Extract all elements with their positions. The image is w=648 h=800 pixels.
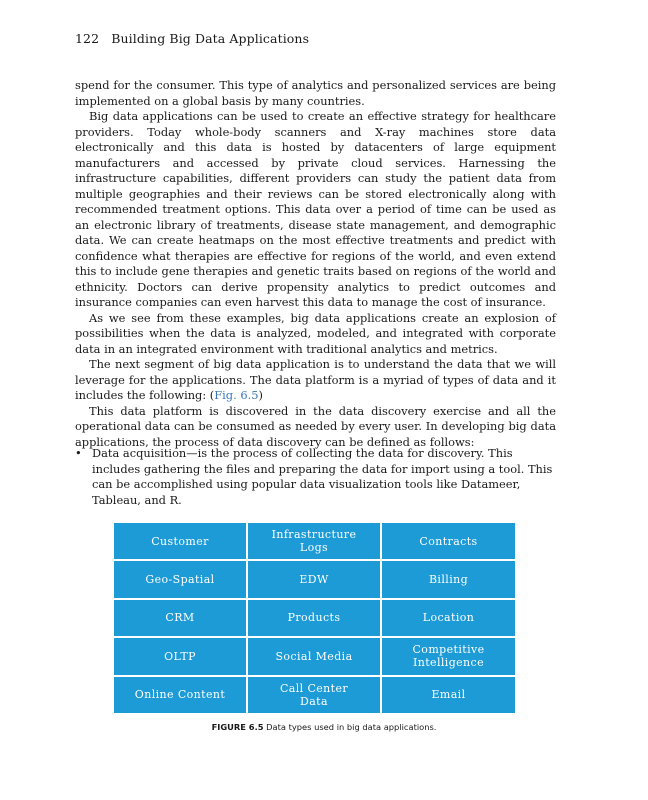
data-type-cell: Billing <box>381 560 516 598</box>
data-type-cell: Online Content <box>113 676 247 714</box>
data-type-cell: Geo-Spatial <box>113 560 247 598</box>
book-title: Building Big Data Applications <box>111 31 310 46</box>
figure-caption-label: FIGURE 6.5 <box>211 722 264 732</box>
list-item <box>75 446 556 508</box>
paragraph-next-segment <box>75 357 556 404</box>
figure-reference-link[interactable]: Fig. 6.5 <box>214 388 259 402</box>
data-type-cell: Location <box>381 599 516 637</box>
data-type-cell: EDW <box>247 560 381 598</box>
paragraph-continuation: spend for the consumer. This type of analytics and personalized services are being implemented on a global basis by many countries. <box>75 78 556 108</box>
data-type-cell: OLTP <box>113 637 247 675</box>
paragraph-examples: As we see from these examples, big data applications create an explosion of possibilities when the data is analyzed, modeled, and integrated with corporate data in an integrated environment with traditional analytics and metrics. <box>75 310 556 356</box>
figure-caption-text: Data types used in big data applications. <box>266 722 437 732</box>
bullet-list <box>75 446 556 508</box>
list-item-text: Data acquisition—is the process of collecting the data for discovery. This includes gathering the files and preparing the data for import using a tool. This can be accomplished using popular data visualization tools like Datameer, Tableau, and R. <box>92 446 553 507</box>
data-type-cell: Social Media <box>247 637 381 675</box>
running-header <box>75 31 309 46</box>
bullet-icon: • <box>75 446 82 460</box>
data-type-cell: Products <box>247 599 381 637</box>
data-type-cell: Call Center Data <box>247 676 381 714</box>
paragraph-healthcare: Big data applications can be used to create an effective strategy for healthcare providers. Today whole-body scanners and X-ray machines store data electronically and this data is hosted by datacenters of large equipment manufacturers and accessed by private cloud services. Harnessing the infrastructure capabilities, different providers can study the patient data from multiple geographies and their reviews can be stored electronically along with recommended treatment options. This data over a period of time can be used as an electronic library of treatments, disease state management, and demographic data. We can create heatmaps on the most effective treatments and predict with confidence what therapies are effective for regions of the world, and even extend this to include gene therapies and genetic traits based on regions of the world and ethnicity. Doctors can derive propensity analytics to predict outcomes and insurance companies can even harvest this data to manage the cost of insurance. <box>75 109 556 309</box>
paragraph-next-segment-text: The next segment of big data application is to understand the data that we will leverage for the applications. The data platform is a myriad of types of data and it includes the following: ( <box>75 357 556 402</box>
data-type-cell: Contracts <box>381 522 516 560</box>
data-type-cell: Infrastructure Logs <box>247 522 381 560</box>
data-type-cell: Email <box>381 676 516 714</box>
data-type-cell: Competitive Intelligence <box>381 637 516 675</box>
figure-caption <box>0 722 648 732</box>
data-type-cell: Customer <box>113 522 247 560</box>
body-text <box>75 78 556 450</box>
paragraph-data-platform: This data platform is discovered in the data discovery exercise and all the operational data can be consumed as needed by every user. In developing big data applications, the process of data discovery can be defined as follows: <box>75 403 556 449</box>
page-number: 122 <box>75 31 100 46</box>
figure-data-types-grid <box>113 522 516 714</box>
paragraph-next-segment-close: ) <box>258 388 263 402</box>
data-type-cell: CRM <box>113 599 247 637</box>
